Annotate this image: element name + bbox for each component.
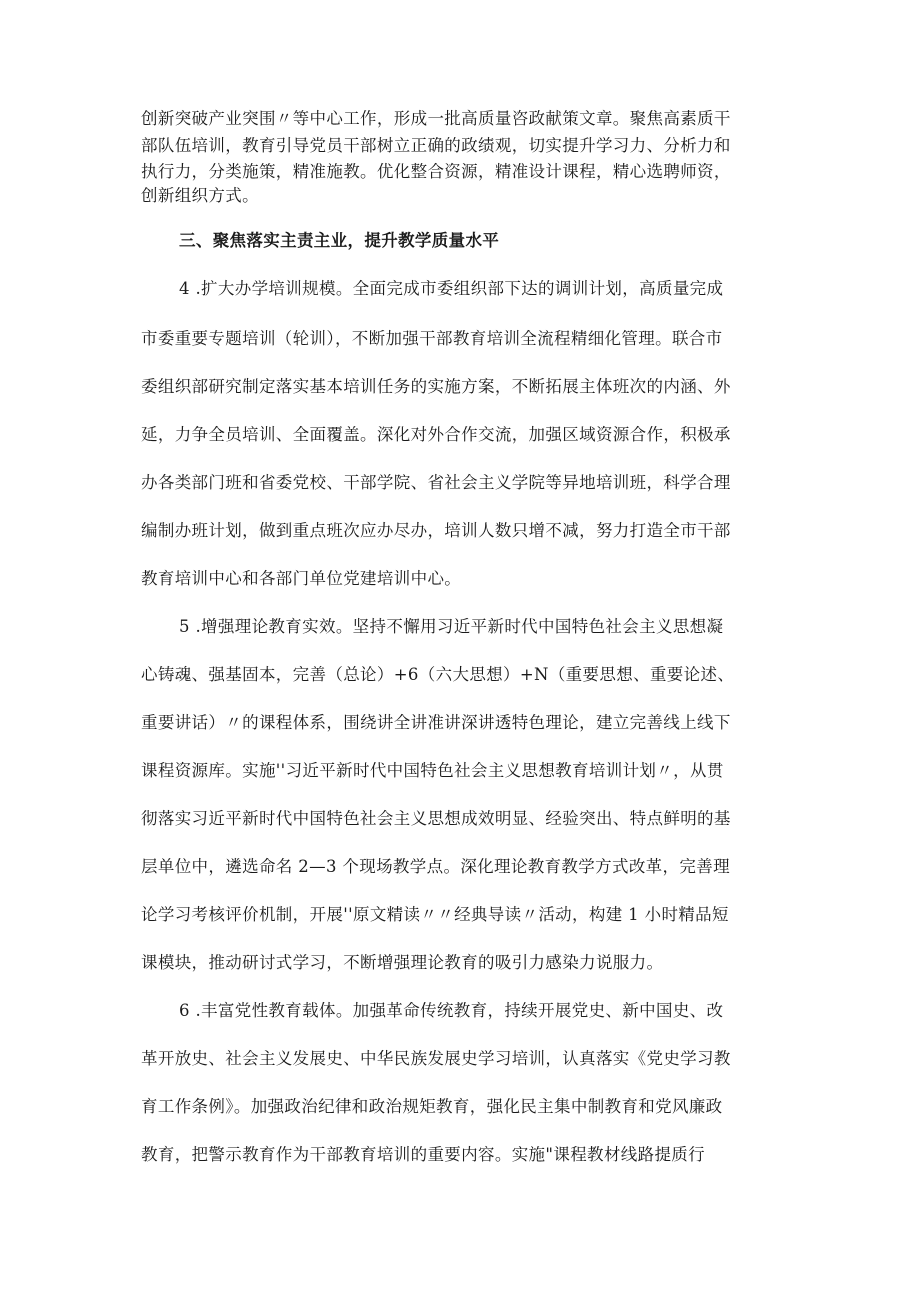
paragraph-5-line: 课模块，推动研讨式学习，不断增强理论教育的吸引力感染力说服力。 <box>141 953 664 972</box>
intro-line: 执行力，分类施策，精准施教。优化整合资源，精准设计课程，精心选聘师资， <box>141 162 731 181</box>
paragraph-6-line: 教育，把警示教育作为干部教育培训的重要内容。实施"课程教材线路提质行 <box>141 1145 705 1164</box>
paragraph-4-line: 委组织部研究制定落实基本培训任务的实施方案，不断拓展主体班次的内涵、外 <box>141 377 731 396</box>
paragraph-4-line: 市委重要专题培训（轮训），不断加强干部教育培训全流程精细化管理。联合市 <box>141 329 723 348</box>
paragraph-5-line: 课程资源库。实施''习近平新时代中国特色社会主义思想教育培训计划〃，从贯 <box>141 761 724 780</box>
paragraph-4-line: 延，力争全员培训、全面覆盖。深化对外合作交流，加强区域资源合作，积极承 <box>141 425 731 444</box>
paragraph-5-line: 彻落实习近平新时代中国特色社会主义思想成效明显、经验突出、特点鲜明的基 <box>141 809 731 828</box>
paragraph-6-line: 革开放史、社会主义发展史、中华民族发展史学习培训，认真落实《党史学习教 <box>141 1049 731 1068</box>
paragraph-4-line: 4 .扩大办学培训规模。全面完成市委组织部下达的调训计划，高质量完成 <box>179 279 724 298</box>
intro-line: 部队伍培训，教育引导党员干部树立正确的政绩观，切实提升学习力、分析力和 <box>141 136 731 155</box>
paragraph-4-line: 办各类部门班和省委党校、干部学院、省社会主义学院等异地培训班，科学合理 <box>141 473 731 492</box>
intro-line: 创新组织方式。 <box>141 186 259 205</box>
paragraph-4-line: 教育培训中心和各部门单位党建培训中心。 <box>141 569 462 588</box>
paragraph-6-line: 6 .丰富党性教育载体。加强革命传统教育，持续开展党史、新中国史、改 <box>179 1001 724 1020</box>
section-heading: 三、聚焦落实主责主业，提升教学质量水平 <box>179 231 500 250</box>
paragraph-5-line: 重要讲话）〃的课程体系，围绕讲全讲准讲深讲透特色理论，建立完善线上线下 <box>141 713 731 732</box>
paragraph-5-line: 心铸魂、强基固本，完善（总论）+6（六大思想）+N（重要思想、重要论述、 <box>141 665 735 684</box>
paragraph-5-line: 5 .增强理论教育实效。坚持不懈用习近平新时代中国特色社会主义思想凝 <box>179 617 724 636</box>
paragraph-4-line: 编制办班计划，做到重点班次应办尽办，培训人数只增不减，努力打造全市干部 <box>141 521 731 540</box>
paragraph-5-line: 论学习考核评价机制，开展''原文精读〃〃经典导读〃活动，构建 1 小时精品短 <box>141 905 729 924</box>
paragraph-5-line: 层单位中，遴选命名 2—3 个现场教学点。深化理论教育教学方式改革，完善理 <box>141 857 730 876</box>
paragraph-6-line: 育工作条例》。加强政治纪律和政治规矩教育，强化民主集中制教育和党风廉政 <box>141 1097 723 1116</box>
intro-line: 创新突破产业突围〃等中心工作，形成一批高质量咨政献策文章。聚焦高素质干 <box>141 109 731 128</box>
